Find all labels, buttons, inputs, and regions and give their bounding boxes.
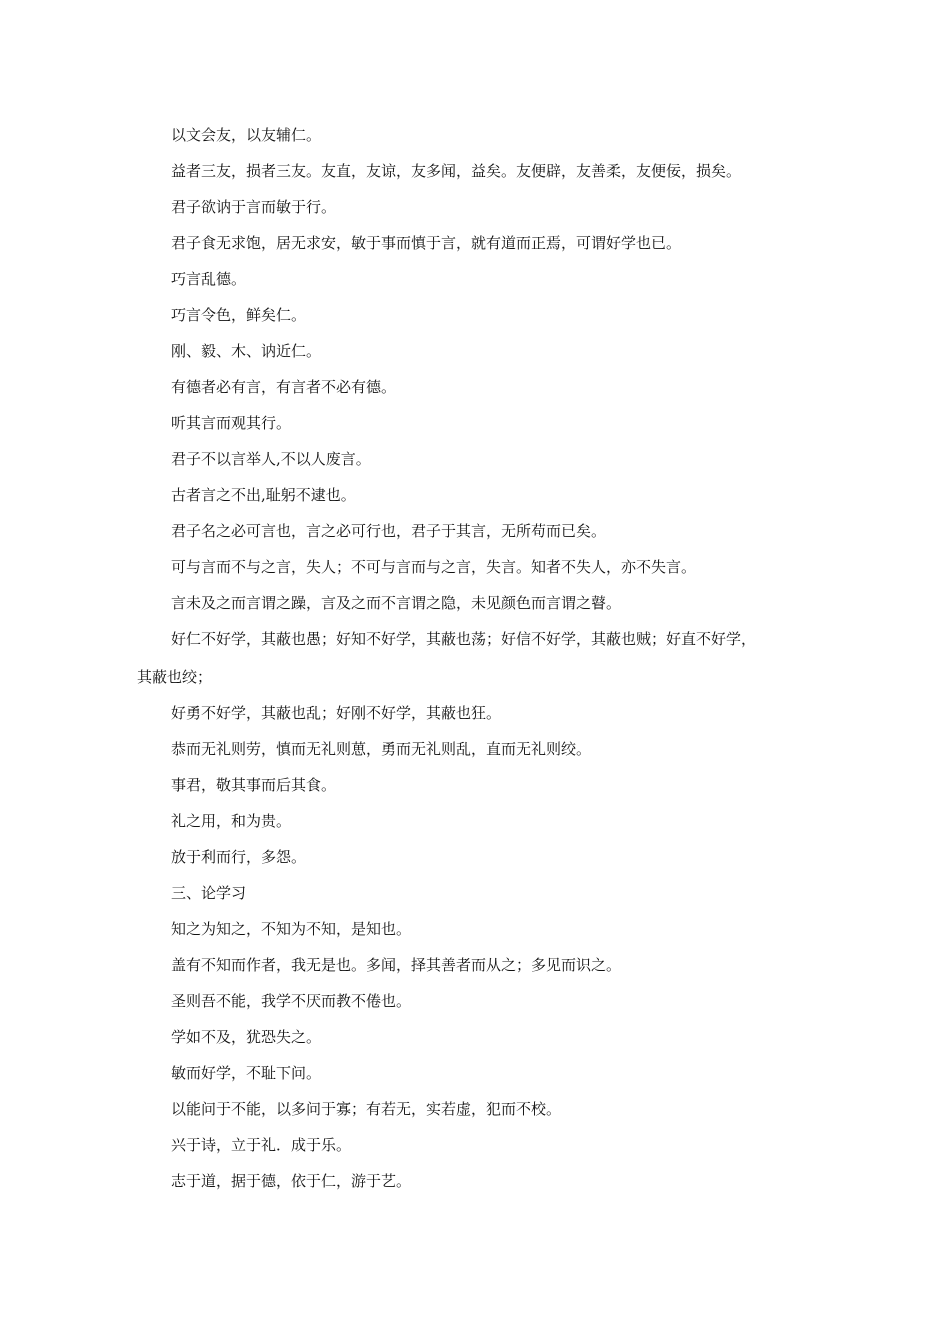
text-line: 好勇不好学，其蔽也乱；好刚不好学，其蔽也狂。 — [171, 704, 502, 722]
text-line: 盖有不知而作者，我无是也。多闻，择其善者而从之；多见而识之。 — [171, 956, 622, 974]
body-text — [137, 125, 837, 1207]
text-line: 益者三友，损者三友。友直，友谅，友多闻，益矣。友便辟，友善柔，友便佞，损矣。 — [171, 162, 742, 180]
text-line: 可与言而不与之言，失人；不可与言而与之言，失言。知者不失人，亦不失言。 — [171, 558, 697, 576]
text-line: 刚、毅、木、讷近仁。 — [171, 342, 322, 360]
text-line: 巧言令色，鲜矣仁。 — [171, 306, 307, 324]
text-line: 君子欲讷于言而敏于行。 — [171, 198, 337, 216]
text-line: 有德者必有言，有言者不必有德。 — [171, 378, 397, 396]
text-line: 放于利而行，多怨。 — [171, 848, 307, 866]
text-line: 敏而好学，不耻下问。 — [171, 1064, 322, 1082]
text-line: 圣则吾不能，我学不厌而教不倦也。 — [171, 992, 412, 1010]
text-line: 君子食无求饱，居无求安，敏于事而慎于言，就有道而正焉，可谓好学也已。 — [171, 234, 682, 252]
text-line: 恭而无礼则劳，慎而无礼则葸，勇而无礼则乱，直而无礼则绞。 — [171, 740, 592, 758]
text-line-continuation: 其蔽也绞； — [137, 668, 213, 686]
text-line: 听其言而观其行。 — [171, 414, 292, 432]
text-line: 志于道，据于德，依于仁，游于艺。 — [171, 1172, 412, 1190]
text-line: 言未及之而言谓之躁，言及之而不言谓之隐，未见颜色而言谓之瞽。 — [171, 594, 622, 612]
text-line: 以能问于不能，以多问于寡；有若无，实若虚，犯而不校。 — [171, 1100, 562, 1118]
text-line: 古者言之不出,耻躬不逮也。 — [171, 486, 356, 504]
text-line: 君子不以言举人,不以人废言。 — [171, 450, 371, 468]
text-line: 知之为知之，不知为不知，是知也。 — [171, 920, 412, 938]
text-line: 好仁不好学，其蔽也愚；好知不好学，其蔽也荡；好信不好学，其蔽也贼；好直不好学， — [171, 630, 757, 648]
text-line: 事君，敬其事而后其食。 — [171, 776, 337, 794]
text-line: 以文会友，以友辅仁。 — [171, 126, 322, 144]
text-line: 兴于诗，立于礼．成于乐。 — [171, 1136, 352, 1154]
section-heading: 三、论学习 — [171, 884, 247, 902]
text-line: 学如不及，犹恐失之。 — [171, 1028, 322, 1046]
text-line: 礼之用，和为贵。 — [171, 812, 292, 830]
text-line: 君子名之必可言也，言之必可行也，君子于其言，无所苟而已矣。 — [171, 522, 607, 540]
text-line: 巧言乱德。 — [171, 270, 247, 288]
